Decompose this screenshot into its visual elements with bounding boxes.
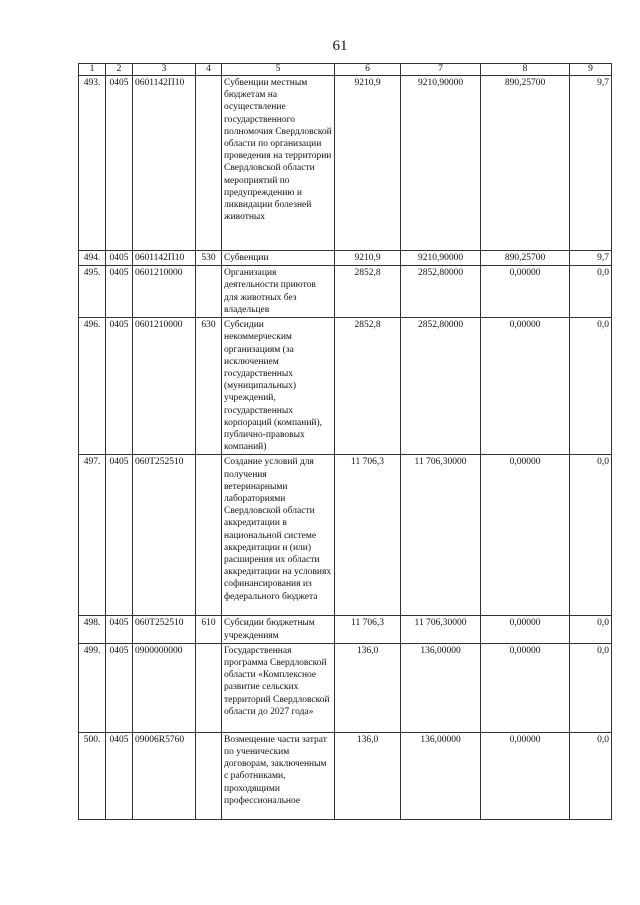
row-number: 498. [79,616,106,643]
section-code: 0405 [106,318,133,455]
expense-type-code [196,455,222,616]
planned-amount: 2852,8 [335,266,401,318]
row-number: 499. [79,643,106,732]
expense-type-code: 630 [196,318,222,455]
table-row [79,266,612,318]
header-row [79,64,612,76]
execution-percent: 0,0 [570,732,612,819]
refined-amount: 2852,80000 [401,266,481,318]
target-article-code: 0601142П10 [133,251,196,266]
execution-percent: 0,0 [570,318,612,455]
execution-percent: 9,7 [570,251,612,266]
refined-amount: 136,00000 [401,643,481,732]
expense-type-code: 530 [196,251,222,266]
executed-amount: 0,00000 [481,732,570,819]
item-name: Возмещение части затрат по ученическим договорам, заключенным с работниками, проходящими профессиональное [222,732,335,819]
column-header: 6 [335,64,401,76]
section-code: 0405 [106,251,133,266]
item-name: Создание условий для получения ветеринарными лабораториями Свердловской области аккредитации в национальной системе аккредитации и (или) расширения их области аккредитации на условиях софинансирования из федерального бюджета [222,455,335,616]
table-row [79,76,612,251]
item-name: Субсидии бюджетным учреждениям [222,616,335,643]
table-row [79,732,612,819]
planned-amount: 11 706,3 [335,616,401,643]
target-article-code: 0601142П10 [133,76,196,251]
column-header: 7 [401,64,481,76]
column-header: 1 [79,64,106,76]
table-row [79,616,612,643]
planned-amount: 9210,9 [335,76,401,251]
section-code: 0405 [106,643,133,732]
row-number: 494. [79,251,106,266]
executed-amount: 0,00000 [481,455,570,616]
expense-type-code [196,643,222,732]
row-number: 497. [79,455,106,616]
column-header: 9 [570,64,612,76]
target-article-code: 0900000000 [133,643,196,732]
executed-amount: 0,00000 [481,643,570,732]
planned-amount: 11 706,3 [335,455,401,616]
executed-amount: 0,00000 [481,266,570,318]
executed-amount: 890,25700 [481,251,570,266]
expense-type-code [196,76,222,251]
target-article-code: 060Т252510 [133,616,196,643]
row-number: 500. [79,732,106,819]
column-header: 2 [106,64,133,76]
item-name: Государственная программа Свердловской области «Комплексное развитие сельских территорий Свердловской области до 2027 года» [222,643,335,732]
section-code: 0405 [106,616,133,643]
table-row [79,455,612,616]
page-number: 61 [332,38,348,54]
section-code: 0405 [106,266,133,318]
refined-amount: 2852,80000 [401,318,481,455]
execution-percent: 0,0 [570,643,612,732]
column-header: 8 [481,64,570,76]
expense-type-code [196,732,222,819]
target-article-code: 09006R5760 [133,732,196,819]
execution-percent: 9,7 [570,76,612,251]
execution-percent: 0,0 [570,455,612,616]
table-row [79,318,612,455]
row-number: 493. [79,76,106,251]
budget-table [78,63,612,820]
target-article-code: 0601210000 [133,318,196,455]
execution-percent: 0,0 [570,266,612,318]
table-row [79,643,612,732]
column-header: 4 [196,64,222,76]
executed-amount: 890,25700 [481,76,570,251]
section-code: 0405 [106,76,133,251]
item-name: Субвенции местным бюджетам на осуществление государственного полномочия Свердловской области по организации проведения на территории Свердловской области мероприятий по предупреждению и ликвидации болезней животных [222,76,335,251]
section-code: 0405 [106,455,133,616]
refined-amount: 9210,90000 [401,76,481,251]
executed-amount: 0,00000 [481,318,570,455]
item-name: Субсидии некоммерческим организациям (за исключением государственных (муниципальных) учреждений, государственных корпораций (компаний), публично-правовых компаний) [222,318,335,455]
row-number: 495. [79,266,106,318]
executed-amount: 0,00000 [481,616,570,643]
refined-amount: 11 706,30000 [401,455,481,616]
item-name: Субвенции [222,251,335,266]
planned-amount: 136,0 [335,643,401,732]
planned-amount: 2852,8 [335,318,401,455]
planned-amount: 136,0 [335,732,401,819]
column-header: 5 [222,64,335,76]
refined-amount: 9210,90000 [401,251,481,266]
item-name: Организация деятельности приютов для животных без владельцев [222,266,335,318]
section-code: 0405 [106,732,133,819]
target-article-code: 060Т252510 [133,455,196,616]
refined-amount: 11 706,30000 [401,616,481,643]
column-header: 3 [133,64,196,76]
target-article-code: 0601210000 [133,266,196,318]
expense-type-code: 610 [196,616,222,643]
expense-type-code [196,266,222,318]
planned-amount: 9210,9 [335,251,401,266]
execution-percent: 0,0 [570,616,612,643]
row-number: 496. [79,318,106,455]
refined-amount: 136,00000 [401,732,481,819]
table-row [79,251,612,266]
